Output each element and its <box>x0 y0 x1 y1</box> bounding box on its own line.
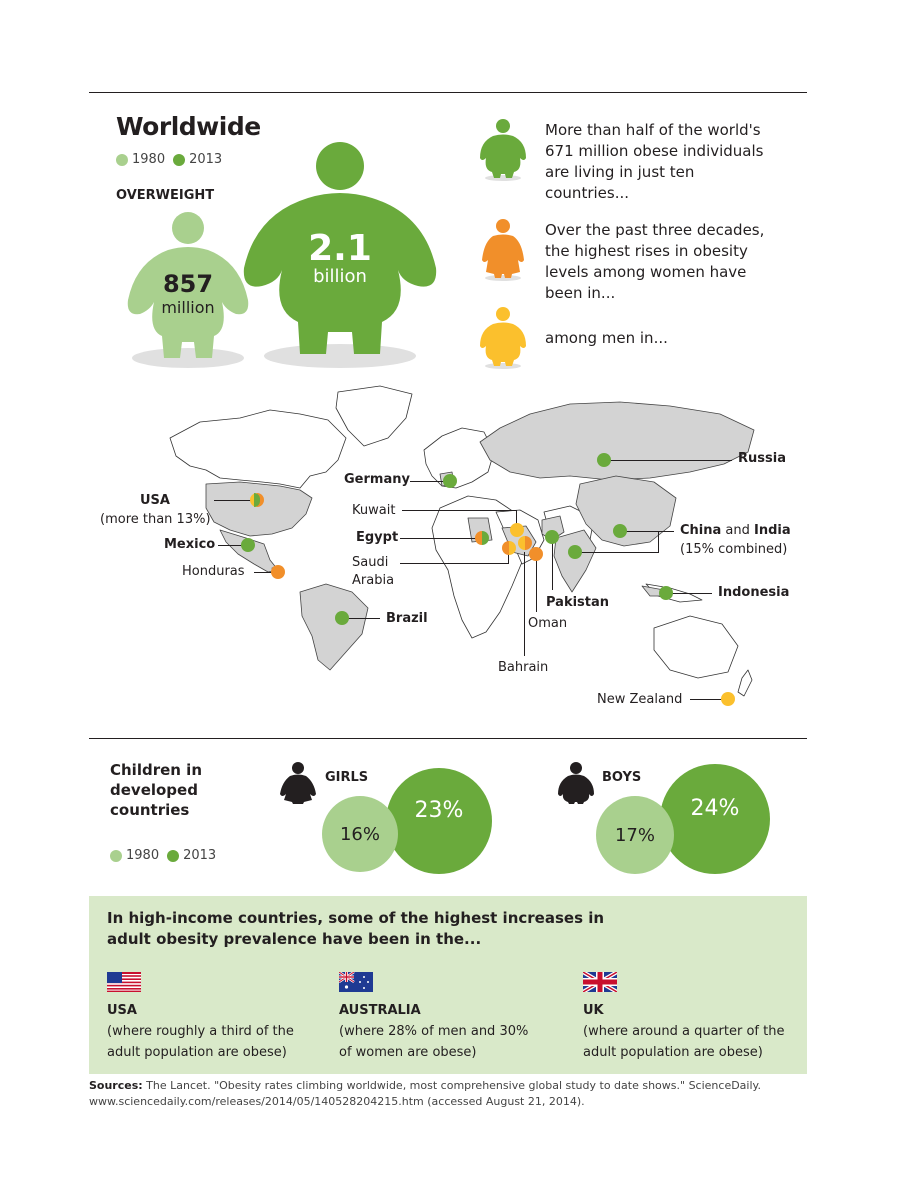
dot-russia <box>597 453 611 467</box>
label-honduras: Honduras <box>182 564 245 579</box>
dot-egypt <box>475 531 489 545</box>
label-bahrain: Bahrain <box>498 660 549 675</box>
dot-india <box>568 545 582 559</box>
fact-3-text: among men in... <box>545 329 668 347</box>
dot-bahrain <box>518 536 532 550</box>
high-income-panel <box>89 896 807 1074</box>
girls-1980-circle <box>322 796 398 872</box>
high-income-title: In high-income countries, some of the highest increases in adult obesity prevalence have been in the... <box>107 909 605 948</box>
country-usa-name: USA <box>107 1003 137 1018</box>
usa-flag-icon <box>107 972 141 992</box>
middle-divider <box>89 738 807 739</box>
india-shape <box>554 530 596 592</box>
legend-2013-label: 2013 <box>189 152 223 167</box>
brazil-shape <box>300 584 368 670</box>
worldwide-legend <box>116 152 222 167</box>
sources-text: The Lancet. "Obesity rates climbing worldwide, most comprehensive global study to date shows." ScienceDaily. www.sciencedaily.com/releases/2014/05/140528204215.htm (accessed August 21, 2014). <box>89 1079 761 1108</box>
dot-pakistan <box>545 530 559 544</box>
line-kuwait-v <box>516 510 517 524</box>
canada-shape <box>170 410 346 488</box>
legend-2013-swatch <box>173 154 185 166</box>
sources-label: Sources: <box>89 1079 143 1092</box>
line-india <box>580 552 658 553</box>
line-bahrain <box>524 552 525 656</box>
label-usa-note: (more than 13%) <box>100 512 211 527</box>
label-usa: USA <box>140 493 170 508</box>
boys-2013-value: 24% <box>690 795 740 821</box>
country-uk-note: (where around a quarter of the adult population are obese) <box>583 1024 785 1060</box>
overweight-label: OVERWEIGHT <box>116 188 215 203</box>
country-uk-name: UK <box>583 1003 604 1018</box>
russia-shape <box>480 402 754 480</box>
boys-1980-circle <box>596 796 674 874</box>
label-new-zealand: New Zealand <box>597 692 683 707</box>
boys-label: BOYS <box>602 770 642 785</box>
children-legend-1980-label: 1980 <box>126 848 160 863</box>
girls-2013-circle <box>386 768 492 874</box>
fact-1-text: More than half of the world's 671 million obese individuals are living in just ten countries... <box>545 121 764 202</box>
line-oman <box>536 560 537 612</box>
green-figure-icon <box>478 118 528 182</box>
overweight-1980-value: 857 <box>162 270 214 298</box>
line-honduras <box>254 572 272 573</box>
dot-kuwait <box>510 523 524 537</box>
top-divider <box>89 92 807 93</box>
label-oman: Oman <box>528 616 568 631</box>
children-legend-1980-swatch <box>110 850 122 862</box>
nz-shape <box>738 670 752 696</box>
line-saudi <box>400 563 508 564</box>
label-brazil: Brazil <box>386 611 428 626</box>
line-indonesia <box>670 593 712 594</box>
boy-icon <box>556 762 596 804</box>
line-germany <box>410 481 446 482</box>
label-indonesia: Indonesia <box>718 585 790 600</box>
girl-icon <box>278 762 318 804</box>
legend-1980-label: 1980 <box>132 152 166 167</box>
line-pakistan <box>552 540 553 590</box>
fact-2-text: Over the past three decades, the highest rises in obesity levels among women have been in... <box>545 221 765 302</box>
label-kuwait: Kuwait <box>352 503 396 518</box>
line-china-v <box>658 531 659 553</box>
label-china-india: China and India <box>680 523 791 538</box>
orange-figure-icon <box>478 218 528 282</box>
country-australia <box>339 1000 539 1063</box>
sources <box>89 1078 809 1110</box>
line-russia <box>610 460 732 461</box>
country-australia-note: (where 28% of men and 30% of women are obese) <box>339 1024 529 1060</box>
children-legend-2013-label: 2013 <box>183 848 217 863</box>
dot-saudi-arabia <box>502 541 516 555</box>
yellow-figure-icon <box>478 306 528 370</box>
girls-1980-value: 16% <box>339 823 380 845</box>
dot-china <box>613 524 627 538</box>
label-germany: Germany <box>344 472 410 487</box>
country-australia-name: AUSTRALIA <box>339 1003 421 1018</box>
line-china <box>626 531 674 532</box>
children-legend-2013-swatch <box>167 850 179 862</box>
greenland-shape <box>336 386 412 446</box>
overweight-1980-unit: million <box>161 298 215 317</box>
girls-label: GIRLS <box>325 770 369 785</box>
overweight-2013-figure <box>242 140 438 372</box>
label-arabia: Arabia <box>352 573 395 588</box>
europe-shape <box>424 428 494 488</box>
dot-germany <box>443 474 457 488</box>
legend-1980-swatch <box>116 154 128 166</box>
line-brazil <box>348 618 380 619</box>
line-egypt <box>400 538 476 539</box>
boys-1980-value: 17% <box>614 824 655 846</box>
usa-shape <box>206 482 312 536</box>
overweight-2013-value: 2.1 <box>308 228 372 269</box>
label-pakistan: Pakistan <box>546 595 610 610</box>
overweight-2013-unit: billion <box>313 266 367 287</box>
boys-2013-circle <box>660 764 770 874</box>
country-usa-note: (where roughly a third of the adult population are obese) <box>107 1024 294 1060</box>
country-uk <box>583 1000 793 1063</box>
dot-honduras <box>271 565 285 579</box>
label-mexico: Mexico <box>164 537 216 552</box>
label-russia: Russia <box>738 451 786 466</box>
overweight-1980-figure <box>122 210 254 370</box>
label-saudi: Saudi <box>352 555 389 570</box>
australia-shape <box>654 616 738 678</box>
dot-new-zealand <box>721 692 735 706</box>
uk-flag-icon <box>583 972 617 992</box>
girls-2013-value: 23% <box>414 797 464 823</box>
line-kuwait-h <box>402 510 516 511</box>
australia-flag-icon <box>339 972 373 992</box>
page-title: Worldwide <box>116 112 261 141</box>
children-title: Children in developed countries <box>110 761 202 819</box>
dot-indonesia <box>659 586 673 600</box>
line-mexico <box>218 545 242 546</box>
label-egypt: Egypt <box>356 530 399 545</box>
country-usa <box>107 1000 307 1063</box>
label-china-note: (15% combined) <box>680 542 788 557</box>
children-legend <box>110 848 216 863</box>
line-newzealand <box>690 699 722 700</box>
dot-oman <box>529 547 543 561</box>
dot-brazil <box>335 611 349 625</box>
dot-mexico <box>241 538 255 552</box>
